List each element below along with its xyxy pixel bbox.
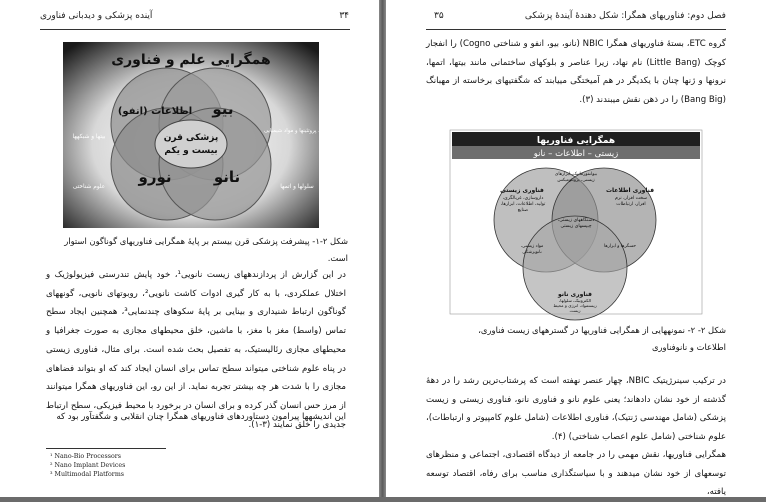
left-page-number: ۳۴ bbox=[339, 11, 349, 21]
bio-info-overlap-label: بیوانفورماتیک، ابزارهای زیستی، پروتئومیکس bbox=[554, 172, 598, 183]
figure-science-convergence bbox=[63, 42, 328, 232]
bio-info-overlap-box bbox=[554, 172, 598, 202]
footnote-2: ² Nano Implant Devices bbox=[50, 462, 126, 469]
label-bio: بیو bbox=[212, 100, 234, 118]
label-nano: نانو bbox=[213, 168, 241, 186]
center-ellipse bbox=[155, 120, 227, 168]
footnote-3: ³ Multimodal Platforms bbox=[50, 471, 125, 478]
info-nano-overlap-label: حسگرها و ابزارها bbox=[604, 244, 636, 249]
figure-technology-convergence bbox=[450, 130, 702, 318]
center-box bbox=[554, 218, 598, 244]
right-paragraph-1: در ترکیب سینرژیتیک NBIC، چهار عنصر نهفته است که پرشتاب‌ترین رشد را در دههٔ گذشته از خود نشان دادهاند؛ یعنی علوم نانو و فناوری نانو، فناوری زیستی و زیست پزشکی (شامل مهندسی ژنتیک)، فناوری اطلاعات (شامل علوم کامپیوتر و ارتباطات)، علوم شناختی (شامل علوم اعصاب شناختی) (۴). bbox=[425, 376, 726, 443]
left-page bbox=[0, 0, 379, 497]
right-page-number: ۳۵ bbox=[434, 11, 444, 21]
nanotech-items: الکترونیک، سلولها، زیستمواد، انرژی و محیط زیست bbox=[553, 298, 597, 314]
left-header-rule bbox=[40, 29, 350, 30]
center-label-line2: بیست و یکم bbox=[164, 146, 218, 156]
right-page-header-title: فصل دوم: فناوریهای همگرا: شکل دهندهٔ آیندهٔ پزشکی bbox=[524, 11, 726, 21]
figure2-subtitle: زیستی – اطلاعات – نانو bbox=[533, 149, 619, 159]
right-paragraph-2: همگرایی فناوریها، نقش مهمی را در جامعه از دیدگاه اقتصادی، اجتماعی و منظرهای توسعهای از خود نشان میدهند و با سیاستگذاری مناسب برای رفاه، اقتصاد توسعه یافته، bbox=[426, 450, 726, 498]
infotech-title: فناوری اطلاعات bbox=[605, 187, 655, 194]
right-paragraph-top: گروه ETC، بستهٔ فناوریهای همگرا NBIC (نانو، بیو، انفو و شناختی Cogno) را انفجار کوچک (Little Bang) نام نهاد، زیرا عناصر و بلوکهای ساختمانی مانند بیتها، اتمها، نرونها و ژنها چنان با یکدیگر در هم آمیختگی مییابند که شگفتیهای برخاسته از مهبانگ (Bang Big) را در ذهن نقش میبندند (۳). bbox=[426, 39, 727, 106]
left-paragraph-1: در این گزارش از پردازندههای زیست نانویی¹، خود پایش تندرستی فیزیولوژیک و اختلال عملکردی، با به کار گیری ادوات کاشت نانویی²، روبوتهای نانویی، گونههای گوناگون ارتباط شنیداری و بینایی بر پایهٔ سکوهای چندنمایی³، همچنین ایجاد سطح تماس (واسط) مغز با مغز، با ماشین، خلق محیطهای مجازی به صورت جغرافیا و محیطهای مجازی رئالیستیک، به تفصیل بحث شده است. برای مثال، فناوری زیستی در پناه علوم شناختی میتواند سطح تماس برای انسان ایجاد کند که او بتواند فضاهای مجازی را با شدت هر چه بیشتر تجربه نماید. از این رو، این فناوریهای همگرا میتوانند از مرز حس انسان گذر کرده و برای انسان در برخورد با محیط فیزیکی، سطح ارتباط جدیدی را خلق نمایند (۳-۱). bbox=[46, 270, 346, 430]
bio-nano-overlap-label: مواد زیستی، نانوپزشکی bbox=[520, 244, 544, 255]
right-figure-caption-line-2: اطلاعات و نانوفناوری bbox=[651, 342, 726, 352]
footnote-rule bbox=[46, 448, 166, 449]
footnote-1: ¹ Nano-Bio Processors bbox=[50, 453, 121, 460]
right-figure-caption-line-1: شکل ۲- ۲- نمونههایی از همگرایی فناوریها در گسترههای زیست فناوری، bbox=[478, 325, 726, 335]
side-label-lower-left: علوم شناختی bbox=[72, 184, 106, 190]
info-nano-overlap-box bbox=[600, 244, 640, 268]
right-header-rule bbox=[426, 29, 726, 30]
book-gutter bbox=[379, 0, 386, 497]
biotech-items: داروسازی، غربالگری، تولید، اطلاعات، ابزارها، صنایع bbox=[500, 196, 546, 213]
infotech-items-box bbox=[610, 196, 652, 226]
figure-title: همگرایی علم و فناوری bbox=[111, 52, 271, 68]
label-neuro: نورو bbox=[138, 168, 172, 186]
nanotech-items-box bbox=[552, 298, 598, 314]
left-paragraph-2: این اندیشهها پیرامون دستاوردهای فناوریهای همگرا چنان انقلابی و شگفتآور بود که bbox=[56, 412, 346, 422]
biotech-title: فناوری زیستی bbox=[500, 187, 544, 194]
center-label-line1: پزشکی قرن bbox=[163, 133, 219, 143]
left-figure-caption: شکل ۲-۱- پیشرفت پزشکی قرن بیستم بر پایهٔ همگرایی فناوریهای گوناگون استوار است. bbox=[64, 236, 348, 263]
right-page bbox=[386, 0, 766, 497]
side-label-upper-left: بیتها و شبکهها bbox=[72, 134, 106, 140]
center-label: دستگاههای زیستی، چیپسهای زیستی bbox=[557, 218, 595, 229]
side-label-upper-right: ژنها، پروتئینها و مواد شیمیایی bbox=[264, 128, 328, 134]
infotech-items: سخت افزار، نرم افزار، ارتباطات bbox=[615, 196, 647, 207]
label-info: اطلاعات (انفو) bbox=[117, 106, 193, 117]
nanotech-title: فناوری نانو bbox=[558, 291, 592, 298]
biotech-items-box bbox=[500, 196, 546, 238]
side-label-lower-right: سلولها و اتمها bbox=[280, 184, 314, 190]
bio-nano-overlap-box bbox=[512, 244, 552, 268]
left-page-header-title: آینده پزشکی و دیدبانی فناوری bbox=[40, 11, 153, 21]
figure2-title: همگرایی فناوریها bbox=[536, 136, 616, 146]
